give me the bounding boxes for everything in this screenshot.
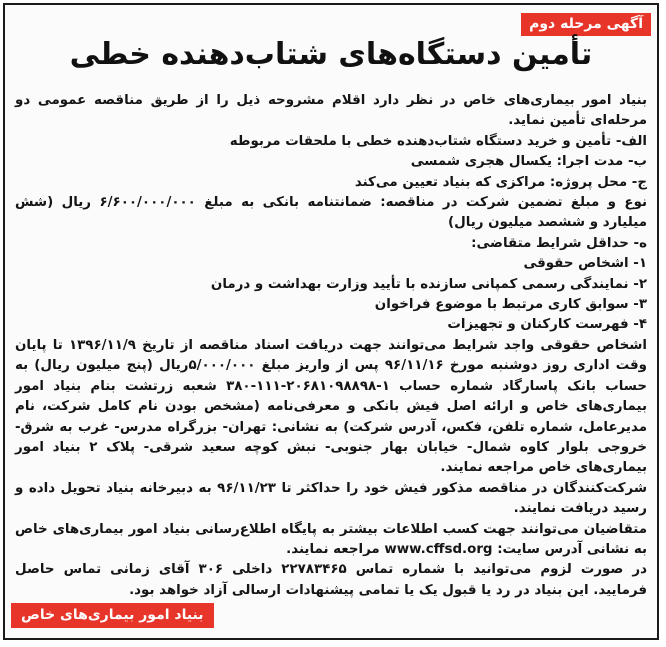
intro-line: بنیاد امور بیماری‌های خاص در نظر دارد اقلام مشروحه ذیل را از طریق مناقصه عمومی دو مرحله‌ای تأمین نماید. [15, 93, 647, 129]
item-a: الف- تأمین و خرید دستگاه شتاب‌دهنده خطی با ملحقات مربوطه [229, 133, 647, 149]
item-b-duration: ب- مدت اجرا: یکسال هجری شمسی [410, 154, 647, 170]
requirements-heading: ه- حداقل شرایط متقاضی: [471, 235, 647, 251]
documents-paragraph: اشخاص حقوقی واجد شرایط می‌توانند جهت دریافت اسناد مناقصه از تاریخ ۱۳۹۶/۱۱/۹ تا پایان وقت اداری روز دوشنبه مورخ ۹۶/۱۱/۱۶ پس از واریز مبلغ ۵/۰۰۰/۰۰۰ریال (پنج میلیون ریال) به حساب بانک پاسارگاد شماره حساب ۱-۲۰۶۸۱۰۹۸۸۹۸-۱۱۱-۳۸۰ شعبه زرتشت بنام بنیاد امور بیماری‌های خاص و ارائه اصل فیش بانکی و معرفی‌نامه (مشخص بودن نام کامل شرکت، نام مدیرعامل، شماره تلفن، فکس، آدرس شرکت) به نشانی: تهران- بزرگراه مدرس- غرب به شرق- خروجی بلوار کاوه شمال- خیابان بهار جنوبی- نبش کوچه سعید شرقی- پلاک ۲ بنیاد امور بیماری‌های خاص مراجعه نمایند. [15, 337, 648, 476]
ad-body [15, 91, 647, 601]
requirement-4: ۴- فهرست کارکنان و تجهیزات [447, 317, 647, 333]
requirement-3: ۳- سوابق کاری مرتبط با موضوع فراخوان [374, 297, 647, 313]
guarantee-line: نوع و مبلغ تضمین شرکت در مناقصه: ضمانتنامه بانکی به مبلغ ۶/۶۰۰/۰۰۰/۰۰۰ ریال (شش میلیارد و ششصد میلیون ریال) [15, 195, 647, 231]
footer-badge: بنیاد امور بیماری‌های خاص [11, 603, 214, 628]
stage-badge: آگهی مرحله دوم [521, 13, 651, 36]
advertisement-frame [3, 3, 659, 640]
deadline-paragraph: شرکت‌کنندگان در مناقصه مذکور فیش خود را حداکثر تا ۹۶/۱۱/۲۳ به دبیرخانه بنیاد تحویل داده و رسید دریافت نمایند. [15, 480, 647, 517]
ad-title: تأمین دستگاه‌های شتاب‌دهنده خطی [69, 37, 593, 72]
website-paragraph: متقاضیان می‌توانند جهت کسب اطلاعات بیشتر به پایگاه اطلاع‌رسانی بنیاد امور بیماری‌های خاص به نشانی آدرس سایت: www.cffsd.org مراجعه نمایند. [15, 521, 647, 557]
contact-paragraph: در صورت لزوم می‌توانید با شماره تماس ۲۲۷۸۳۴۶۵ داخلی ۳۰۶ آقای زمانی تماس حاصل فرمایید. این بنیاد در رد یا قبول یک یا تمامی پیشنهادات ارسالی آزاد خواهد بود. [15, 562, 647, 598]
item-c-location: ج- محل پروژه: مراکزی که بنیاد تعیین می‌کند [354, 174, 647, 190]
requirement-1: ۱- اشخاص حقوقی [523, 256, 647, 272]
requirement-2: ۲- نمایندگی رسمی کمپانی سازنده با تأیید وزارت بهداشت و درمان [210, 276, 647, 292]
